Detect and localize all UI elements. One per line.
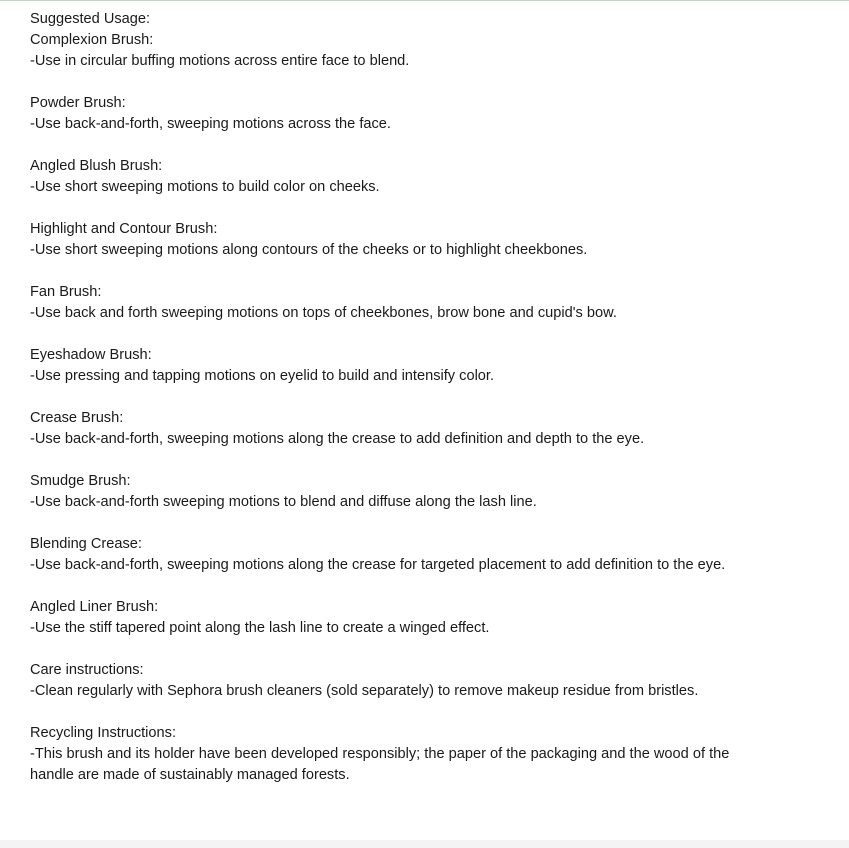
brush-text-angled-blush: -Use short sweeping motions to build color on cheeks. [30, 179, 380, 195]
care-text: -Clean regularly with Sephora brush cleaners (sold separately) to remove makeup residue from bristles. [30, 683, 699, 699]
brush-title-angled-liner: Angled Liner Brush: [30, 599, 159, 615]
usage-block-powder [30, 93, 770, 135]
usage-block-fan [30, 282, 770, 324]
brush-text-eyeshadow: -Use pressing and tapping motions on eyelid to build and intensify color. [30, 368, 495, 384]
brush-title-eyeshadow: Eyeshadow Brush: [30, 347, 152, 363]
usage-block-complexion [30, 9, 770, 72]
recycling-title: Recycling Instructions: [30, 725, 176, 741]
brush-title-complexion: Complexion Brush: [30, 32, 154, 48]
brush-text-crease: -Use back-and-forth, sweeping motions along the crease to add definition and depth to the eye. [30, 431, 645, 447]
brush-text-smudge: -Use back-and-forth sweeping motions to blend and diffuse along the lash line. [30, 494, 537, 510]
brush-text-fan: -Use back and forth sweeping motions on tops of cheekbones, brow bone and cupid's bow. [30, 305, 617, 321]
usage-block-eyeshadow [30, 345, 770, 387]
brush-text-complexion: -Use in circular buffing motions across entire face to blend. [30, 53, 410, 69]
care-title: Care instructions: [30, 662, 144, 678]
usage-block-care [30, 660, 770, 702]
brush-title-powder: Powder Brush: [30, 95, 126, 111]
usage-block-smudge [30, 471, 770, 513]
brush-text-powder: -Use back-and-forth, sweeping motions across the face. [30, 116, 391, 132]
recycling-text: -This brush and its holder have been developed responsibly; the paper of the packaging and the wood of the handle are made of sustainably managed forests. [30, 746, 730, 783]
brush-title-blending-crease: Blending Crease: [30, 536, 142, 552]
brush-title-fan: Fan Brush: [30, 284, 102, 300]
brush-title-angled-blush: Angled Blush Brush: [30, 158, 163, 174]
brush-title-smudge: Smudge Brush: [30, 473, 131, 489]
usage-block-crease [30, 408, 770, 450]
usage-block-angled-blush [30, 156, 770, 198]
brush-text-blending-crease: -Use back-and-forth, sweeping motions along the crease for targeted placement to add definition to the eye. [30, 557, 726, 573]
usage-heading: Suggested Usage: [30, 11, 151, 27]
top-divider [0, 0, 849, 1]
brush-text-highlight-contour: -Use short sweeping motions along contours of the cheeks or to highlight cheekbones. [30, 242, 588, 258]
usage-block-blending-crease [30, 534, 770, 576]
bottom-band [0, 840, 849, 848]
brush-title-highlight-contour: Highlight and Contour Brush: [30, 221, 218, 237]
brush-title-crease: Crease Brush: [30, 410, 124, 426]
usage-block-highlight-contour [30, 219, 770, 261]
brush-text-angled-liner: -Use the stiff tapered point along the lash line to create a winged effect. [30, 620, 490, 636]
usage-block-angled-liner [30, 597, 770, 639]
usage-content [30, 9, 770, 786]
usage-block-recycling [30, 723, 770, 786]
